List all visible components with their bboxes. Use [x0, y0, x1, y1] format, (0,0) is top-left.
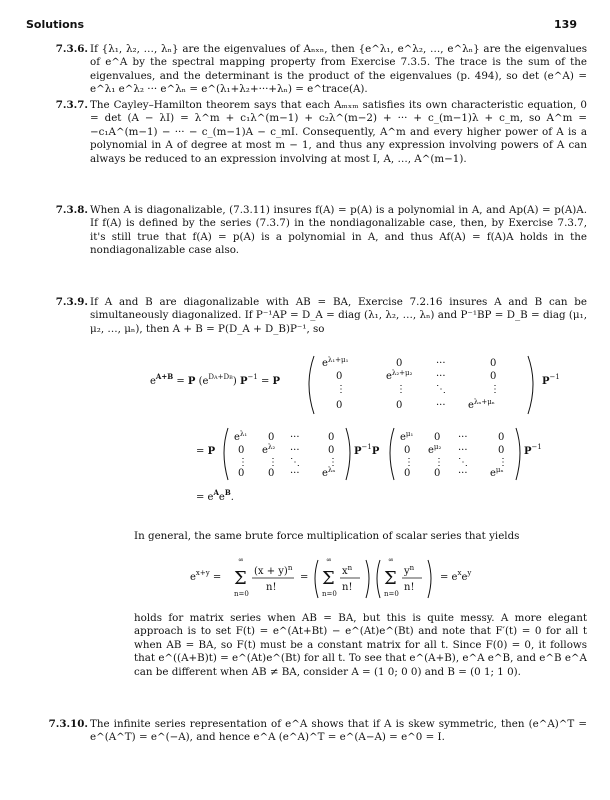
svg-text:0: 0 — [404, 445, 411, 456]
svg-text:···: ··· — [458, 468, 468, 479]
svg-text:0: 0 — [238, 468, 245, 479]
running-header — [26, 18, 577, 34]
svg-text:⋮: ⋮ — [434, 457, 444, 468]
svg-text:0: 0 — [434, 432, 441, 443]
exercise-number: 7.3.8. — [55, 204, 88, 216]
svg-text:0: 0 — [490, 358, 497, 369]
svg-text:= exey: = $e^xe^y$ — [440, 569, 472, 583]
svg-text:0: 0 — [434, 468, 441, 479]
svg-text:eλₙ: $e^{\lambda_n}$ — [322, 466, 336, 479]
svg-text:= P: = P — [196, 446, 216, 457]
exercise-7-3-7 — [55, 99, 587, 166]
svg-text:eλ₂+μ₂: $e^{\lambda_2+\mu_2}$ — [386, 369, 413, 382]
svg-text:∞: ∞ — [388, 556, 394, 564]
exercise-7-3-10 — [48, 718, 587, 745]
header-title: Solutions — [26, 18, 85, 31]
svg-text:⋮: ⋮ — [268, 457, 278, 468]
general-statement: In general, the same brute force multiplication of scalar series that yields — [134, 530, 520, 542]
svg-text:⋮: ⋮ — [498, 457, 508, 468]
series-identity-equation — [190, 554, 550, 604]
svg-text:⋮: ⋮ — [336, 384, 346, 395]
svg-text:···: ··· — [290, 468, 300, 479]
svg-text:(x + y)n: $(x + y)^n$ — [254, 564, 293, 577]
svg-text:eA+B = P (eDA+DB) P−1 = P: $e^{A+B} = P$ $(e^{DA+DB}) P^{-1} = P$ — [150, 372, 281, 387]
svg-text:0: 0 — [328, 445, 335, 456]
svg-text:⋱: ⋱ — [436, 384, 446, 395]
svg-text:0: 0 — [490, 371, 497, 382]
svg-text:∞: ∞ — [326, 556, 332, 564]
svg-text:eμ₂: $e^{\mu_2}$ — [428, 443, 442, 456]
svg-text:eμₙ: $e^{\mu_n}$ — [490, 466, 504, 479]
svg-text:n=0: n=0 — [384, 590, 399, 598]
svg-text:0: 0 — [396, 400, 403, 411]
svg-text:n!: n! — [404, 582, 415, 593]
exercise-text: If A and B are diagonalizable with AB = BA, Exercise 7.2.16 insures A and B can be simultaneously diagonalized. If P⁻¹AP = D_A = diag (λ₁, λ₂, …, λₙ) and P⁻¹BP = D_B = diag (μ₁, μ₂, …, μₙ), then A + B = P(D_A + D_B)P⁻¹, so — [90, 296, 587, 335]
svg-text:Σ: Σ — [234, 568, 247, 589]
svg-text:Σ: Σ — [384, 568, 397, 589]
svg-text:⋮: ⋮ — [404, 457, 414, 468]
svg-text:0: 0 — [336, 400, 343, 411]
svg-text:P−1: $P^{-1}$ — [542, 373, 560, 387]
svg-text:⋱: ⋱ — [458, 457, 468, 468]
exercise-text: When A is diagonalizable, (7.3.11) insures f(A) = p(A) is a polynomial in A, and Ap(A) = p(A)A. If f(A) is defined by the series (7.3.7) in the nondiagonalizable case, then, by Exercise 7.3.7, it's still true that f(A) = p(A) is a polynomial in A, and thus Af(A) = f(A)A holds in the nondiagonalizable case also. — [90, 204, 587, 257]
matrix-equation-block — [150, 352, 570, 520]
svg-text:n=0: n=0 — [322, 590, 337, 598]
svg-text:eλ₁: $e^{\lambda_1}$ — [234, 430, 248, 443]
svg-text:0: 0 — [396, 358, 403, 369]
svg-text:eλₙ+μₙ: $e^{\lambda_n+\mu_n}$ — [468, 398, 495, 411]
closing-argument: holds for matrix series when AB = BA, but this is quite messy. A more elegant approach is to set F(t) = e^(At+Bt) − e^(At)e^(Bt) and note that F′(t) = 0 for all t when AB = BA, so F(t) must be a constant matrix for all t. Since F(0) = 0, it follows that e^((A+B)t) = e^(At)e^(Bt) for all t. To see that e^(A+B), e^A e^B, and e^B e^A can be different when AB ≠ BA, consider A = (1 0; 0 0) and B = (0 1; 1 0). — [134, 612, 587, 678]
svg-text:···: ··· — [458, 432, 468, 443]
svg-text:n!: n! — [266, 582, 277, 593]
exercise-7-3-8 — [55, 204, 587, 258]
exercise-text: The Cayley–Hamilton theorem says that each Aₘₓₘ satisfies its own characteristic equation, 0 = det (A − λI) = λ^m + c₁λ^(m−1) + c₂λ^(m−2) + ··· + c_(m−1)λ + c_m, so A^m = −c₁A^(m−1) − ··· − c_(m−1)A − c_mI. Consequently, A^m and every higher power of A is a polynomial in A of degree at most m − 1, and thus any expression involving powers of A can always be reduced to an expression involving at most I, A, …, A^(m−1). — [90, 99, 587, 165]
exercise-text: If {λ₁, λ₂, …, λₙ} are the eigenvalues of Aₙₓₙ, then {e^λ₁, e^λ₂, …, e^λₙ} are the eigenvalues of e^A by the spectral mapping property from Exercise 7.3.5. The trace is the sum of the eigenvalues, and the determinant is the product of the eigenvalues (p. 494), so det (e^A) = e^λ₁ e^λ₂ ··· e^λₙ = e^(λ₁+λ₂+···+λₙ) = e^trace(A). — [90, 43, 587, 96]
svg-text:0: 0 — [238, 445, 245, 456]
svg-text:···: ··· — [436, 358, 446, 369]
svg-text:n=0: n=0 — [234, 590, 249, 598]
svg-text:ex+y =: $e^{x+y}$ = — [190, 569, 222, 583]
exercise-number: 7.3.6. — [55, 43, 88, 55]
svg-text:···: ··· — [436, 371, 446, 382]
svg-text:···: ··· — [436, 400, 446, 411]
svg-text:n!: n! — [342, 582, 353, 593]
svg-text:⋮: ⋮ — [328, 457, 338, 468]
exercise-7-3-6 — [55, 43, 587, 97]
svg-text:0: 0 — [498, 445, 505, 456]
exercise-text: The infinite series representation of e^A shows that if A is skew symmetric, then (e^A)^T = e^(A^T) = e^(−A), and hence e^A (e^A)^T = e^(A−A) = e^0 = I. — [90, 718, 587, 744]
svg-text:P−1P: $P^{-1}P$ — [354, 443, 380, 457]
svg-text:yn: $y^n$ — [404, 564, 415, 577]
exercise-number: 7.3.9. — [55, 296, 88, 308]
svg-text:···: ··· — [290, 445, 300, 456]
svg-text:xn: $x^n$ — [342, 564, 353, 577]
svg-text:eμ₁: $e^{\mu_1}$ — [400, 430, 414, 443]
exercise-number: 7.3.10. — [48, 718, 88, 730]
svg-text:0: 0 — [268, 468, 275, 479]
svg-text:0: 0 — [328, 432, 335, 443]
svg-text:0: 0 — [336, 371, 343, 382]
svg-text:⋮: ⋮ — [396, 384, 406, 395]
svg-text:⋮: ⋮ — [490, 384, 500, 395]
svg-text:0: 0 — [268, 432, 275, 443]
svg-text:∞: ∞ — [238, 556, 244, 564]
svg-text:⋱: ⋱ — [290, 457, 300, 468]
svg-text:0: 0 — [498, 432, 505, 443]
exercise-7-3-9 — [55, 296, 587, 336]
exercise-number: 7.3.7. — [55, 99, 88, 111]
svg-text:eλ₁+μ₁: $e^{\lambda_1+\mu_1}$ — [322, 356, 349, 369]
svg-text:···: ··· — [458, 445, 468, 456]
svg-text:=: = — [300, 572, 309, 583]
svg-text:0: 0 — [404, 468, 411, 479]
svg-text:⋮: ⋮ — [238, 457, 248, 468]
svg-text:Σ: Σ — [322, 568, 335, 589]
svg-text:···: ··· — [290, 432, 300, 443]
page-number: 139 — [554, 18, 577, 31]
svg-text:= eAeB.: = $e^Ae^B$. — [196, 488, 234, 503]
svg-text:P−1: $P^{-1}$ — [524, 443, 542, 457]
svg-text:eλ₂: $e^{\lambda_2}$ — [262, 443, 276, 456]
